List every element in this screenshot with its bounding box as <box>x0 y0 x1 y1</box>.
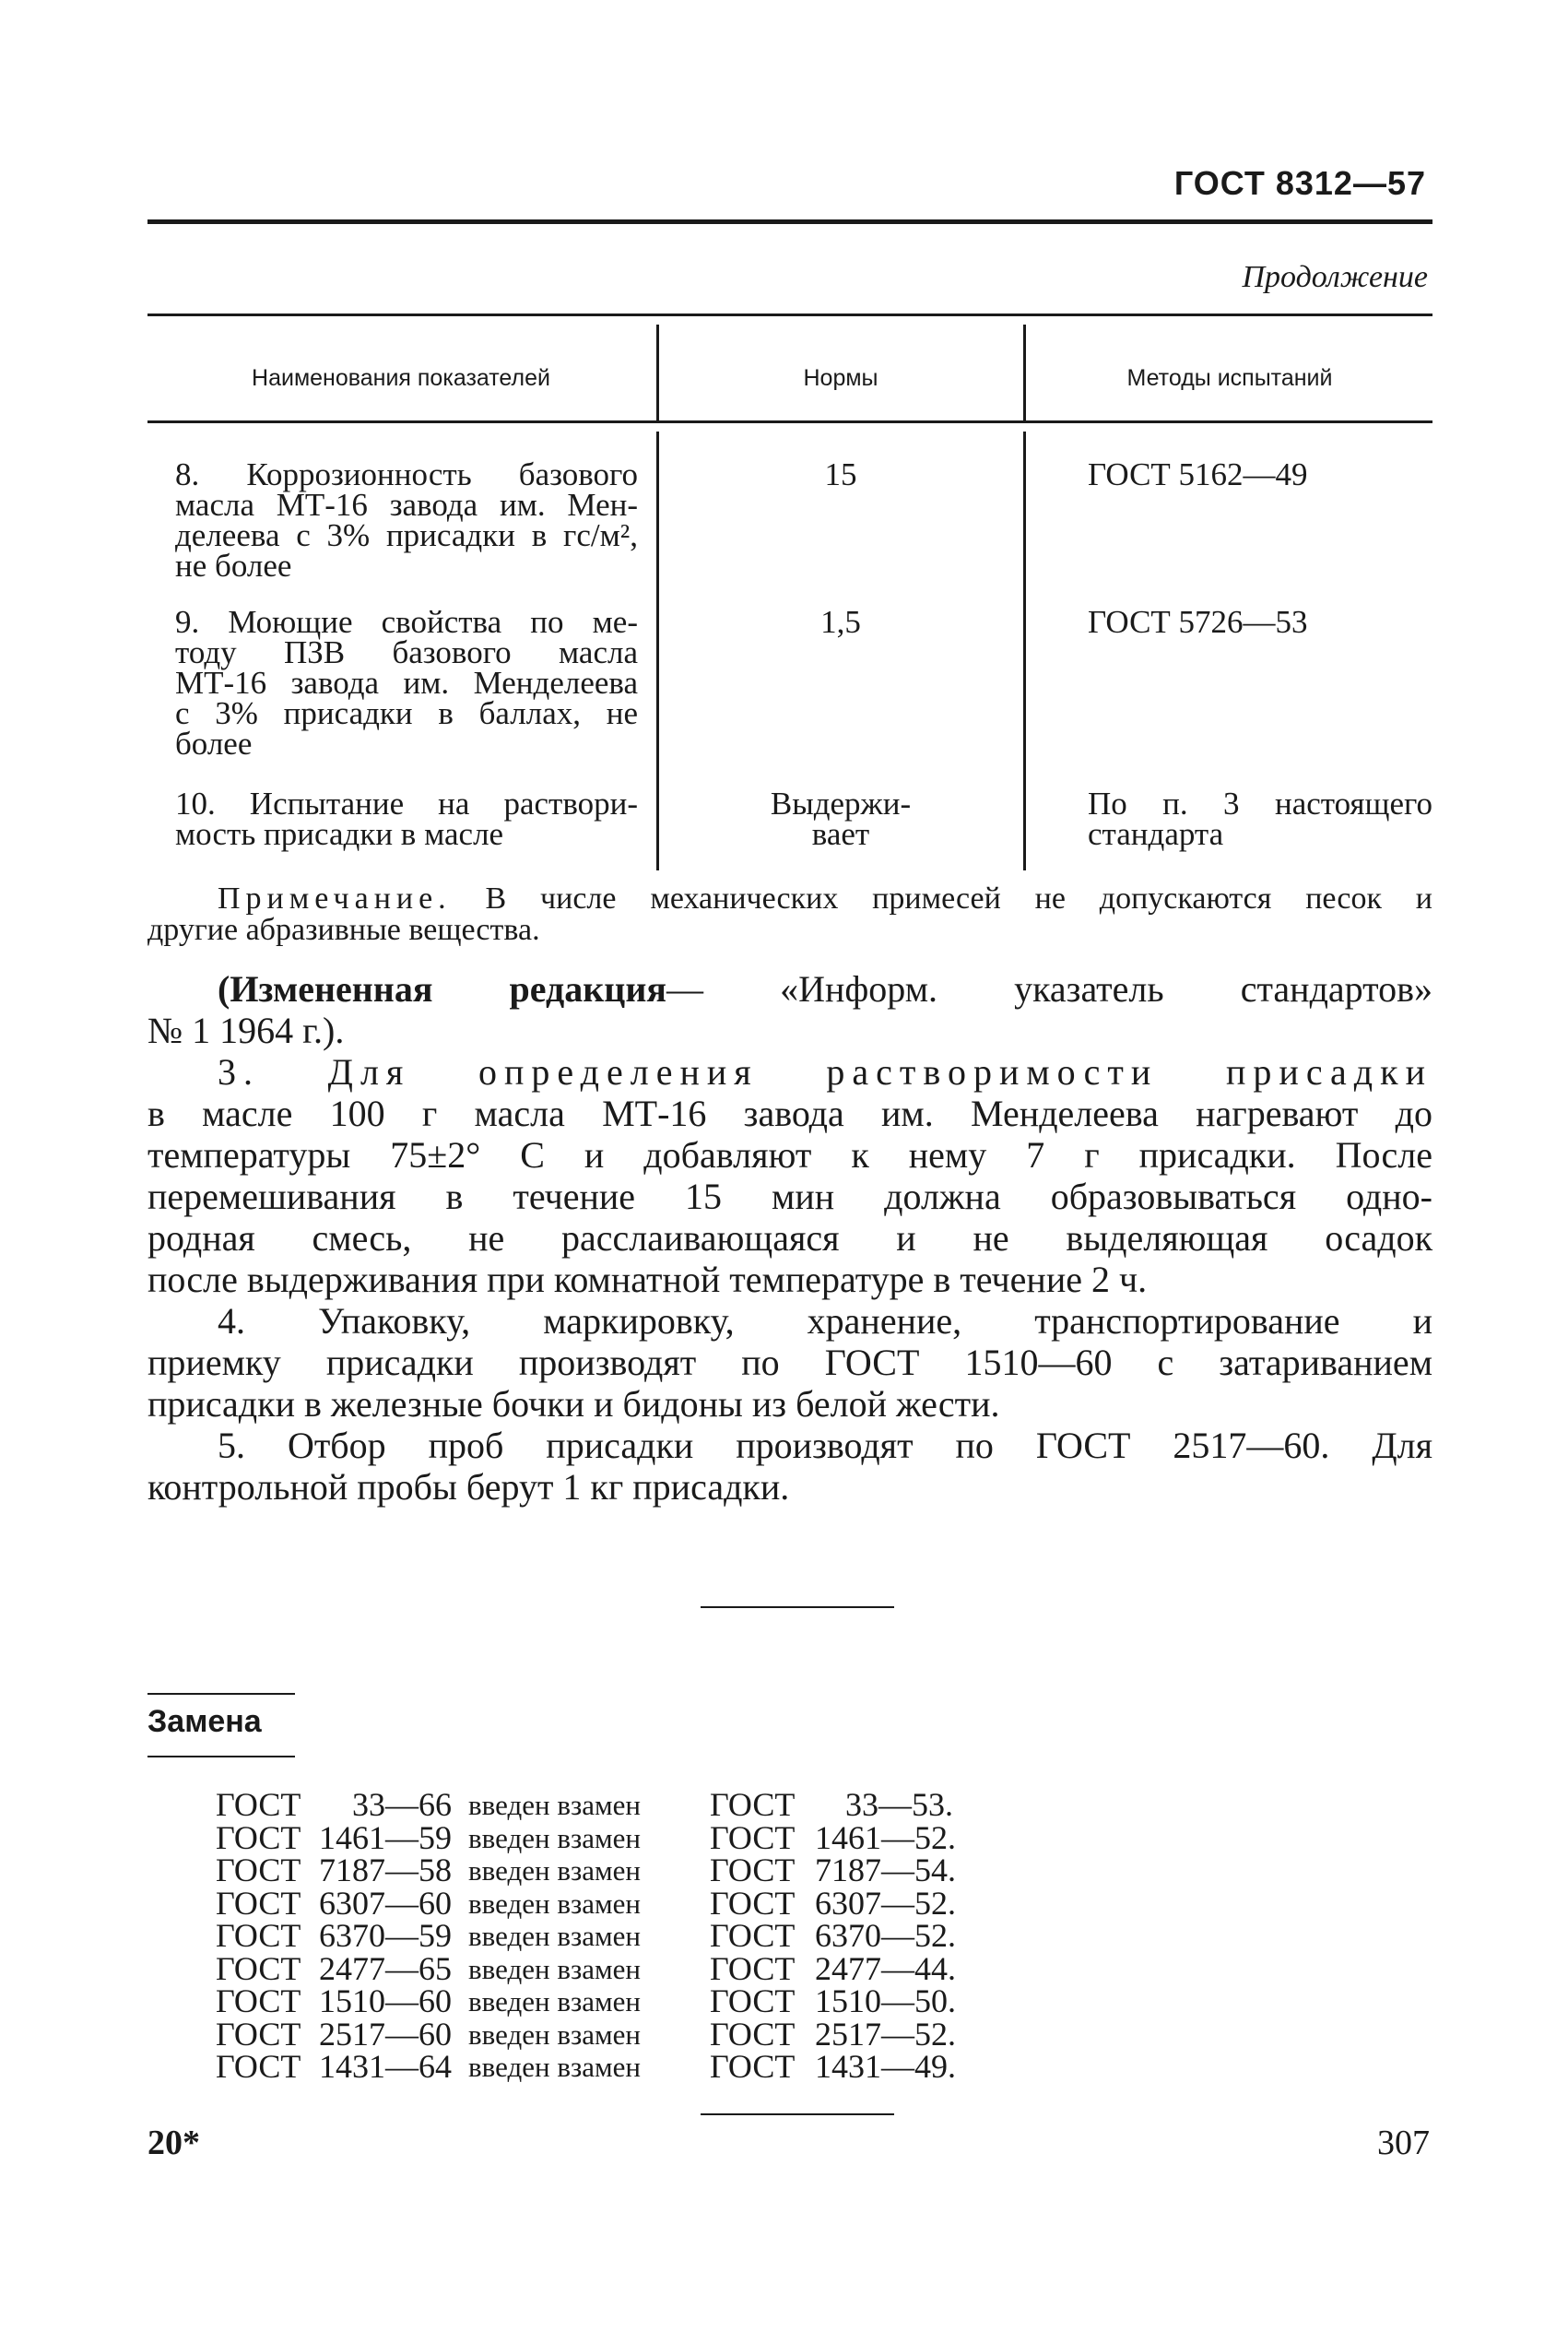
test-method: ГОСТ 5162—49 <box>1088 456 1308 492</box>
list-item: ГОСТ 1431—64 введен взамен ГОСТ 1431—49. <box>216 2048 956 2085</box>
table-header-norm: Нормы <box>803 364 878 391</box>
table-header-method: Методы испытаний <box>1126 364 1333 391</box>
method-line: стандарта <box>1088 816 1224 852</box>
table-header-name: Наименования показателей <box>252 364 550 391</box>
section-divider <box>701 2113 894 2115</box>
norm-value <box>660 786 1021 852</box>
title-overline <box>147 1693 295 1695</box>
continuation-label: Продолжение <box>1242 260 1428 294</box>
table-row <box>175 786 638 852</box>
paragraph-5 <box>147 1425 1432 1508</box>
amendment-source: — «Информ. указатель стандартов» <box>666 968 1432 1010</box>
list-item: ГОСТ 2477—65 введен взамен ГОСТ 2477—44. <box>216 1949 956 1987</box>
note-text: В числе механических примесей не допускаются песок и <box>485 882 1433 916</box>
amendment-label: (Измененная редакция <box>218 968 667 1010</box>
table-top-rule <box>147 314 1432 316</box>
list-item: ГОСТ 33—66 введен взамен ГОСТ 33—53. <box>216 1786 953 1823</box>
norm-line: вает <box>811 816 870 852</box>
replacement-title: Замена <box>147 1704 262 1739</box>
paragraph-line: 4. Упаковку, маркировку, хранение, транспортирование и <box>218 1300 1432 1342</box>
norm-value: 15 <box>824 456 857 492</box>
indicator-name-line: с 3% присадки в баллах, не <box>175 695 638 731</box>
indicator-name-line: делеева с 3% присадки в гс/м², <box>175 517 638 553</box>
table-header-rule <box>147 420 1432 423</box>
test-method: ГОСТ 5726—53 <box>1088 604 1308 640</box>
paragraph-line: в масле 100 г масла МТ-16 завода им. Менделеева нагревают до <box>147 1093 1432 1134</box>
amendment <box>147 968 1432 1051</box>
paragraph-line: перемешивания в течение 15 мин должна образовываться одно- <box>147 1176 1432 1217</box>
norm-line: Выдержи- <box>770 786 912 822</box>
header-rule <box>147 219 1432 224</box>
table-row <box>175 604 638 762</box>
signature-mark: 20* <box>147 2124 200 2162</box>
paragraph-line: после выдерживания при комнатной температуре в течение 2 ч. <box>147 1259 1148 1300</box>
list-item: ГОСТ 7187—58 введен взамен ГОСТ 7187—54. <box>216 1852 956 1888</box>
list-item: ГОСТ 1461—59 введен взамен ГОСТ 1461—52. <box>216 1818 956 1856</box>
paragraph-line: присадки в железные бочки и бидоны из белой жести. <box>147 1383 1000 1425</box>
paragraph-line: температуры 75±2° С и добавляют к нему 7 г присадки. После <box>147 1134 1432 1176</box>
indicator-name-line: 8. Коррозионность базового <box>175 456 638 492</box>
replacement-list <box>216 1786 956 2085</box>
note-text: другие абразивные вещества. <box>147 913 540 947</box>
indicator-name-line: 9. Моющие свойства по ме- <box>175 604 638 640</box>
list-item: ГОСТ 2517—60 введен взамен ГОСТ 2517—52. <box>216 2015 956 2053</box>
title-underline <box>147 1756 295 1757</box>
document-code: ГОСТ 8312—57 <box>1173 164 1426 202</box>
list-item: ГОСТ 1510—60 введен взамен ГОСТ 1510—50. <box>216 1982 956 2019</box>
indicator-name-line: не более <box>175 548 292 584</box>
indicator-name-line: 10. Испытание на раствори- <box>175 786 638 822</box>
paragraph-4 <box>147 1300 1432 1425</box>
list-item: ГОСТ 6307—60 введен взамен ГОСТ 6307—52. <box>216 1884 956 1922</box>
norm-value: 1,5 <box>820 604 861 640</box>
indicator-name-line: тоду ПЗВ базового масла <box>175 634 638 670</box>
list-item: ГОСТ 6370—59 введен взамен ГОСТ 6370—52. <box>216 1917 956 1954</box>
page-number: 307 <box>1377 2124 1430 2162</box>
paragraph-line: родная смесь, не расслаивающаяся и не выделяющая осадок <box>147 1217 1432 1259</box>
paragraph-3 <box>147 1051 1432 1300</box>
table-column-divider <box>656 432 659 870</box>
amendment-source: № 1 1964 г.). <box>147 1010 345 1051</box>
test-method <box>1088 786 1432 852</box>
table-row <box>175 456 638 584</box>
paragraph-line: приемку присадки производят по ГОСТ 1510—60 с затариванием <box>147 1342 1432 1383</box>
table-column-divider <box>1023 432 1026 870</box>
section-divider <box>701 1606 894 1608</box>
table-note <box>147 883 1432 946</box>
method-line: По п. 3 настоящего <box>1088 786 1432 822</box>
indicator-name-line: мость присадки в масле <box>175 816 504 852</box>
table-header-divider <box>656 325 659 420</box>
indicator-name-line: масла МТ-16 завода им. Мен- <box>175 487 638 523</box>
note-label: Примечание. <box>218 882 452 916</box>
indicator-name-line: более <box>175 726 253 762</box>
indicator-name-line: МТ-16 завода им. Менделеева <box>175 665 638 701</box>
paragraph-line: 3. Для определения растворимости присадки <box>218 1051 1432 1093</box>
paragraph-line: 5. Отбор проб присадки производят по ГОСТ 2517—60. Для <box>218 1425 1432 1466</box>
paragraph-line: контрольной пробы берут 1 кг присадки. <box>147 1466 790 1508</box>
table-header-divider <box>1023 325 1026 420</box>
